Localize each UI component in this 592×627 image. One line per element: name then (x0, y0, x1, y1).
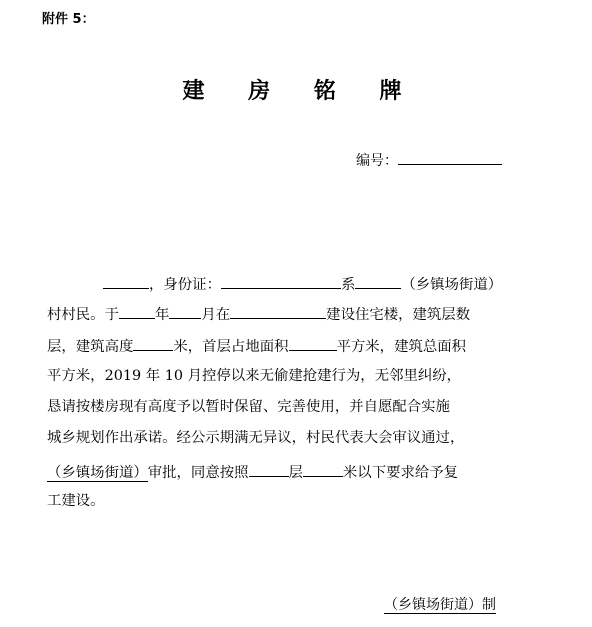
total-area-label: 平方米，建筑总面积 (336, 339, 467, 355)
number-field (356, 148, 502, 170)
belongs-label: 系 (340, 277, 356, 293)
approver-township: （乡镇场街道） (47, 465, 148, 481)
floors-unit: 层 (288, 465, 303, 481)
page-title: 建 房 铭 牌 (182, 79, 420, 104)
id-card-label: ，身份证： (149, 277, 221, 293)
annex-label: 附件 5： (42, 12, 95, 27)
body-line-4: 平方米，2019 年 10 月控停以来无偷建抢建行为，无邻里纠纷， (47, 368, 462, 384)
approval-label: 审批，同意按照 (147, 465, 249, 481)
villager-text: 村村民。于 (47, 307, 119, 323)
body-line-3 (47, 334, 466, 357)
body-line-5: 恳请按楼房现有高度予以暂时保留、完善使用，并自愿配合实施 (47, 399, 450, 415)
body-line-2 (47, 302, 470, 325)
approved-floors-blank (249, 460, 289, 477)
township-label: （乡镇场街道） (401, 277, 503, 293)
body-line-6: 城乡规划作出承诺。经公示期满无异议，村民代表大会审议通过， (47, 430, 465, 446)
name-blank (103, 272, 149, 289)
floors-label: 层，建筑高度 (47, 339, 134, 355)
month-label: 月在 (201, 307, 231, 323)
approved-height-blank (303, 460, 343, 477)
body-line-8: 工建设。 (47, 493, 105, 509)
body-line-7 (47, 460, 458, 483)
location-blank (230, 302, 326, 319)
build-label: 建设住宅楼，建筑层数 (326, 307, 471, 323)
resume-label: 米以下要求给予复 (342, 465, 459, 481)
year-blank (119, 302, 155, 319)
number-blank (398, 148, 502, 165)
ground-area-blank (289, 334, 337, 351)
belongs-blank (355, 272, 401, 289)
body-line-1 (103, 272, 502, 295)
ground-area-label: 米，首层占地面积 (173, 339, 289, 355)
height-blank (133, 334, 173, 351)
month-blank (169, 302, 201, 319)
issuer-signature (384, 594, 496, 614)
id-card-blank (221, 272, 341, 289)
issuer-text: （乡镇场街道）制 (384, 597, 496, 613)
number-label: 编号： (356, 153, 398, 169)
year-label: 年 (154, 307, 170, 323)
